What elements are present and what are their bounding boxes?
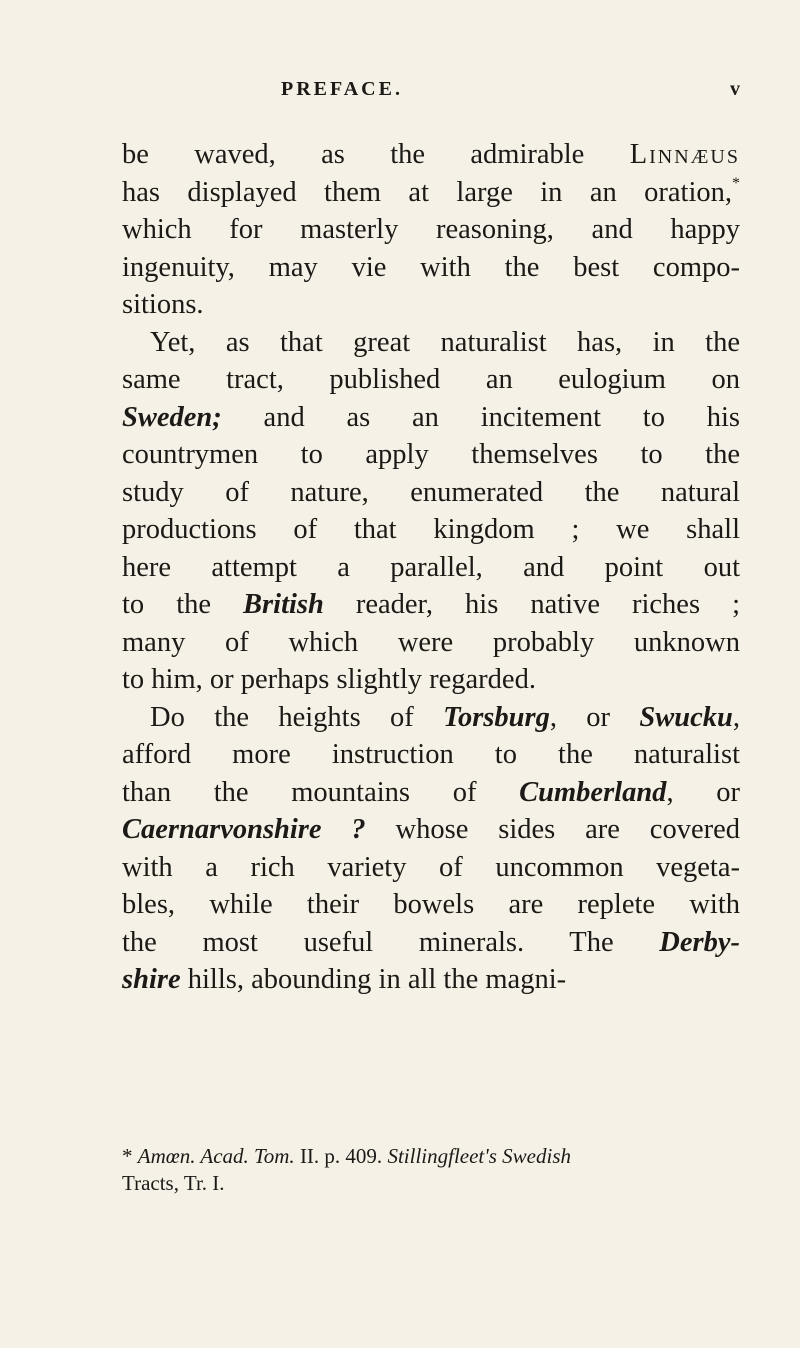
footnote-marker: * <box>732 175 740 192</box>
emphasis: Torsburg <box>443 701 550 733</box>
body-line: here attempt a parallel, and point out <box>122 551 740 583</box>
emphasis: Swucku <box>639 701 733 733</box>
body-line: ingenuity, may vie with the best compo- <box>122 251 740 283</box>
footnote-line: * Amœn. Acad. Tom. II. p. 409. Stillingfleet's Swedish <box>122 1144 572 1168</box>
emphasis: British <box>243 589 324 620</box>
emphasis: Derby- <box>659 926 740 958</box>
body-line: bles, while their bowels are replete with <box>122 889 740 920</box>
body-line: Do the heights of Torsburg, or Swucku, <box>150 701 741 733</box>
emphasis: Caernarvonshire ? <box>122 814 366 845</box>
body-line: many of which were probably unknown <box>122 626 740 658</box>
body-line: has displayed them at large in an oration,* <box>122 175 740 208</box>
emphasis: Sweden; <box>122 401 222 433</box>
body-line: with a rich variety of uncommon vegeta- <box>122 851 740 883</box>
footnote <box>122 1143 740 1197</box>
body-line: afford more instruction to the naturalist <box>122 739 740 770</box>
body-line: to him, or perhaps slightly regarded. <box>122 664 536 695</box>
small-caps-name: Linnæus <box>629 139 740 170</box>
emphasis: Cumberland <box>519 776 667 808</box>
body-line: be waved, as the admirable Linnæus <box>122 139 740 170</box>
page-header <box>0 78 800 108</box>
body-line: the most useful minerals. The Derby- <box>122 926 740 958</box>
italic-text: Amœn. Acad. Tom. <box>137 1144 295 1168</box>
page-number: v <box>730 78 740 100</box>
body-line: Caernarvonshire ? whose sides are covered <box>122 814 740 845</box>
body-line: productions of that kingdom ; we shall <box>122 514 740 545</box>
body-line: which for masterly reasoning, and happy <box>122 214 740 245</box>
footnote-line: Tracts, Tr. I. <box>122 1171 225 1195</box>
body-line: study of nature, enumerated the natural <box>122 476 740 508</box>
body-line: than the mountains of Cumberland, or <box>122 776 740 808</box>
body-text <box>122 136 740 999</box>
italic-text: Stillingfleet's Swedish <box>387 1144 572 1168</box>
body-line: to the British reader, his native riches ; <box>122 589 740 620</box>
body-line: countrymen to apply themselves to the <box>122 439 740 470</box>
body-line: shire hills, abounding in all the magni- <box>122 964 567 995</box>
body-line: Yet, as that great naturalist has, in the <box>150 326 740 358</box>
body-line: Sweden; and as an incitement to his <box>122 401 740 433</box>
body-line: sitions. <box>122 289 204 320</box>
running-head: PREFACE. <box>281 78 403 100</box>
emphasis: shire <box>122 964 181 995</box>
body-line: same tract, published an eulogium on <box>122 364 740 395</box>
